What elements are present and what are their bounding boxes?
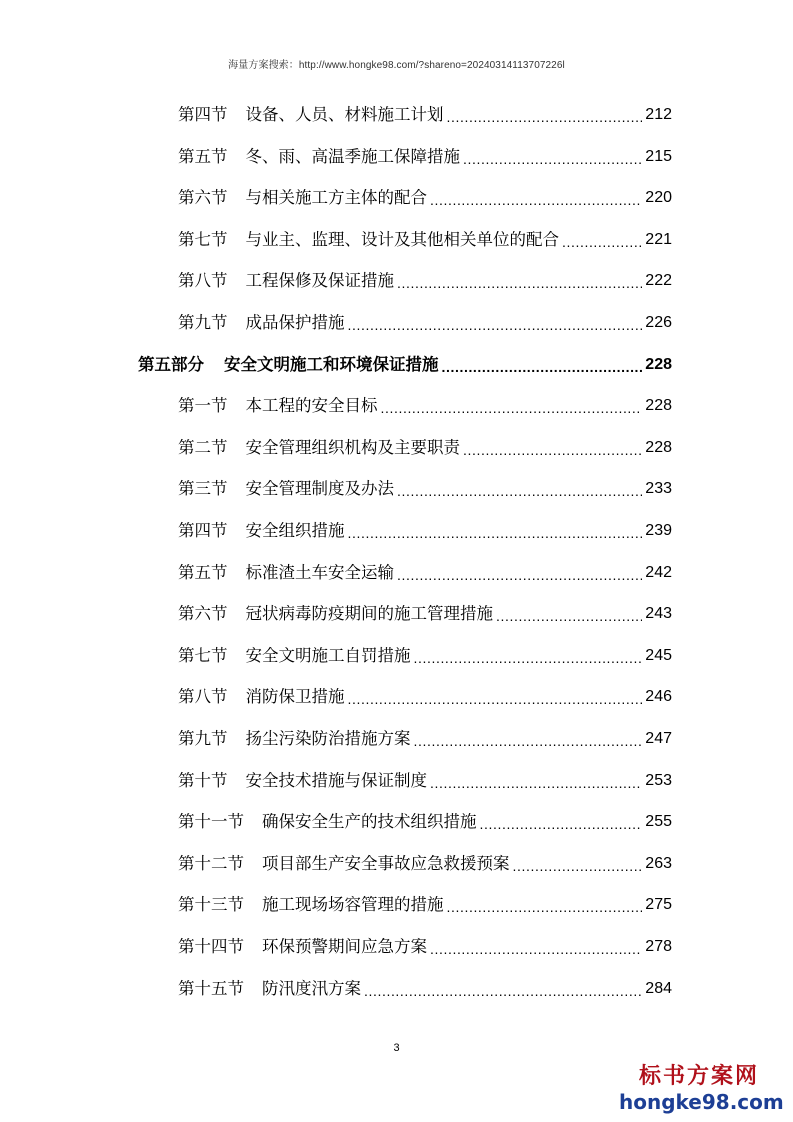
toc-entry-number: 第六节 (178, 604, 228, 624)
toc-entry-number: 第八节 (178, 271, 228, 291)
toc-entry-title: 消防保卫措施 (245, 687, 345, 707)
toc-entry-title: 防汛度汛方案 (262, 978, 361, 998)
toc-dot-leader (364, 972, 642, 1006)
toc-entry-title: 确保安全生产的技术组织措施 (262, 812, 477, 832)
toc-dot-leader (463, 431, 642, 465)
toc-entry-page-number: 239 (645, 522, 672, 539)
toc-entry-number: 第五部分 (138, 354, 204, 374)
toc-entry-title: 与相关施工方主体的配合 (245, 188, 427, 208)
toc-section-entry[interactable] (178, 472, 672, 506)
toc-dot-leader (447, 888, 643, 922)
toc-dot-leader (414, 722, 643, 756)
toc-entry-title: 施工现场场容管理的措施 (262, 895, 444, 915)
toc-entry-number: 第七节 (178, 645, 228, 665)
toc-entry-title: 本工程的安全目标 (245, 396, 378, 416)
toc-entry-page-number: 222 (645, 272, 672, 290)
toc-entry-number: 第九节 (178, 313, 228, 332)
toc-section-entry[interactable] (178, 140, 672, 174)
toc-dot-leader (397, 472, 642, 506)
toc-section-entry[interactable] (178, 389, 672, 423)
toc-entry-page-number: 255 (645, 813, 672, 831)
toc-entry-number: 第九节 (178, 729, 228, 748)
toc-dot-leader (562, 223, 642, 257)
toc-entry-number: 第三节 (178, 479, 228, 499)
toc-dot-leader (397, 556, 642, 590)
toc-entry-number: 第五节 (178, 562, 228, 582)
watermark-chinese-text: 标书方案网 (638, 1064, 759, 1089)
toc-entry-page-number: 245 (645, 646, 672, 664)
toc-entry-title: 安全管理制度及办法 (245, 479, 394, 499)
toc-entry-title: 冬、雨、高温季施工保障措施 (245, 146, 460, 166)
toc-dot-leader (414, 639, 643, 673)
toc-section-entry[interactable] (178, 972, 672, 1006)
toc-entry-title: 与业主、监理、设计及其他相关单位的配合 (245, 229, 559, 249)
toc-section-entry[interactable] (178, 556, 672, 590)
toc-entry-page-number: 228 (645, 355, 672, 373)
toc-entry-page-number: 242 (645, 563, 672, 581)
toc-entry-page-number: 263 (645, 854, 672, 872)
toc-dot-leader (348, 514, 643, 548)
toc-dot-leader (513, 847, 643, 881)
toc-dot-leader (447, 98, 643, 132)
watermark-domain-text: hongke98.com (619, 1090, 784, 1114)
toc-entry-title: 工程保修及保证措施 (245, 271, 394, 291)
toc-dot-leader (480, 805, 643, 839)
toc-entry-number: 第十节 (178, 770, 228, 790)
toc-dot-leader (381, 389, 643, 423)
toc-section-entry[interactable] (178, 805, 672, 839)
toc-entry-page-number: 278 (645, 938, 672, 955)
toc-dot-leader (397, 264, 642, 298)
toc-entry-page-number: 228 (645, 397, 672, 415)
toc-entry-title: 成品保护措施 (245, 313, 345, 332)
toc-entry-page-number: 243 (645, 605, 672, 623)
toc-entry-number: 第十一节 (178, 812, 244, 832)
toc-entry-title: 安全组织措施 (245, 521, 345, 540)
toc-section-entry[interactable] (178, 264, 672, 298)
toc-section-entry[interactable] (178, 764, 672, 798)
toc-section-entry[interactable] (178, 888, 672, 922)
toc-section-entry[interactable] (178, 306, 672, 340)
toc-entry-title: 安全文明施工和环境保证措施 (224, 354, 439, 374)
toc-entry-page-number: 228 (645, 438, 672, 456)
toc-entry-number: 第五节 (178, 146, 228, 166)
toc-entry-page-number: 212 (645, 106, 672, 123)
toc-section-entry[interactable] (178, 930, 672, 964)
toc-entry-title: 设备、人员、材料施工计划 (245, 105, 444, 124)
toc-entry-title: 安全文明施工自罚措施 (245, 645, 411, 665)
header-search-note: 海量方案搜索：http://www.hongke98.com/?shareno=20240314113707226l (228, 60, 565, 71)
toc-entry-number: 第十三节 (178, 895, 244, 915)
toc-entry-page-number: 284 (645, 979, 672, 997)
toc-entry-title: 安全技术措施与保证制度 (245, 770, 427, 790)
toc-part-heading[interactable] (138, 348, 672, 382)
toc-dot-leader (348, 680, 643, 714)
toc-dot-leader (430, 764, 642, 798)
toc-entry-number: 第十五节 (178, 978, 244, 998)
toc-entry-page-number: 220 (645, 189, 672, 207)
toc-section-entry[interactable] (178, 181, 672, 215)
toc-section-entry[interactable] (178, 431, 672, 465)
toc-dot-leader (463, 140, 642, 174)
toc-section-entry[interactable] (178, 223, 672, 257)
toc-dot-leader (430, 930, 642, 964)
toc-entry-page-number: 233 (645, 480, 672, 498)
toc-section-entry[interactable] (178, 597, 672, 631)
toc-entry-number: 第十四节 (178, 937, 244, 956)
page-number: 3 (393, 1042, 400, 1054)
toc-entry-title: 安全管理组织机构及主要职责 (245, 437, 460, 457)
toc-entry-title: 扬尘污染防治措施方案 (245, 729, 411, 748)
toc-entry-page-number: 275 (645, 896, 672, 914)
toc-entry-title: 标准渣土车安全运输 (245, 562, 394, 582)
toc-section-entry[interactable] (178, 639, 672, 673)
toc-entry-page-number: 226 (645, 314, 672, 331)
toc-entry-number: 第十二节 (178, 853, 244, 873)
toc-entry-page-number: 247 (645, 730, 672, 747)
toc-entry-number: 第七节 (178, 229, 228, 249)
toc-entry-number: 第八节 (178, 687, 228, 707)
toc-dot-leader (430, 181, 642, 215)
toc-entry-number: 第四节 (178, 105, 228, 124)
toc-dot-leader (348, 306, 643, 340)
toc-dot-leader (442, 348, 643, 382)
toc-dot-leader (496, 597, 642, 631)
toc-entry-number: 第四节 (178, 521, 228, 540)
toc-entry-number: 第一节 (178, 396, 228, 416)
toc-entry-page-number: 246 (645, 688, 672, 706)
toc-entry-page-number: 221 (645, 230, 672, 248)
toc-entry-page-number: 215 (645, 147, 672, 165)
toc-entry-number: 第六节 (178, 188, 228, 208)
toc-section-entry[interactable] (178, 722, 672, 756)
toc-entry-title: 环保预警期间应急方案 (262, 937, 427, 956)
toc-section-entry[interactable] (178, 680, 672, 714)
toc-section-entry[interactable] (178, 514, 672, 548)
toc-entry-number: 第二节 (178, 437, 228, 457)
toc-entry-title: 项目部生产安全事故应急救援预案 (262, 853, 510, 873)
toc-entry-title: 冠状病毒防疫期间的施工管理措施 (245, 604, 493, 624)
site-watermark-logo (619, 1064, 784, 1114)
toc-section-entry[interactable] (178, 847, 672, 881)
toc-section-entry[interactable] (178, 98, 672, 132)
toc-entry-page-number: 253 (645, 771, 672, 789)
